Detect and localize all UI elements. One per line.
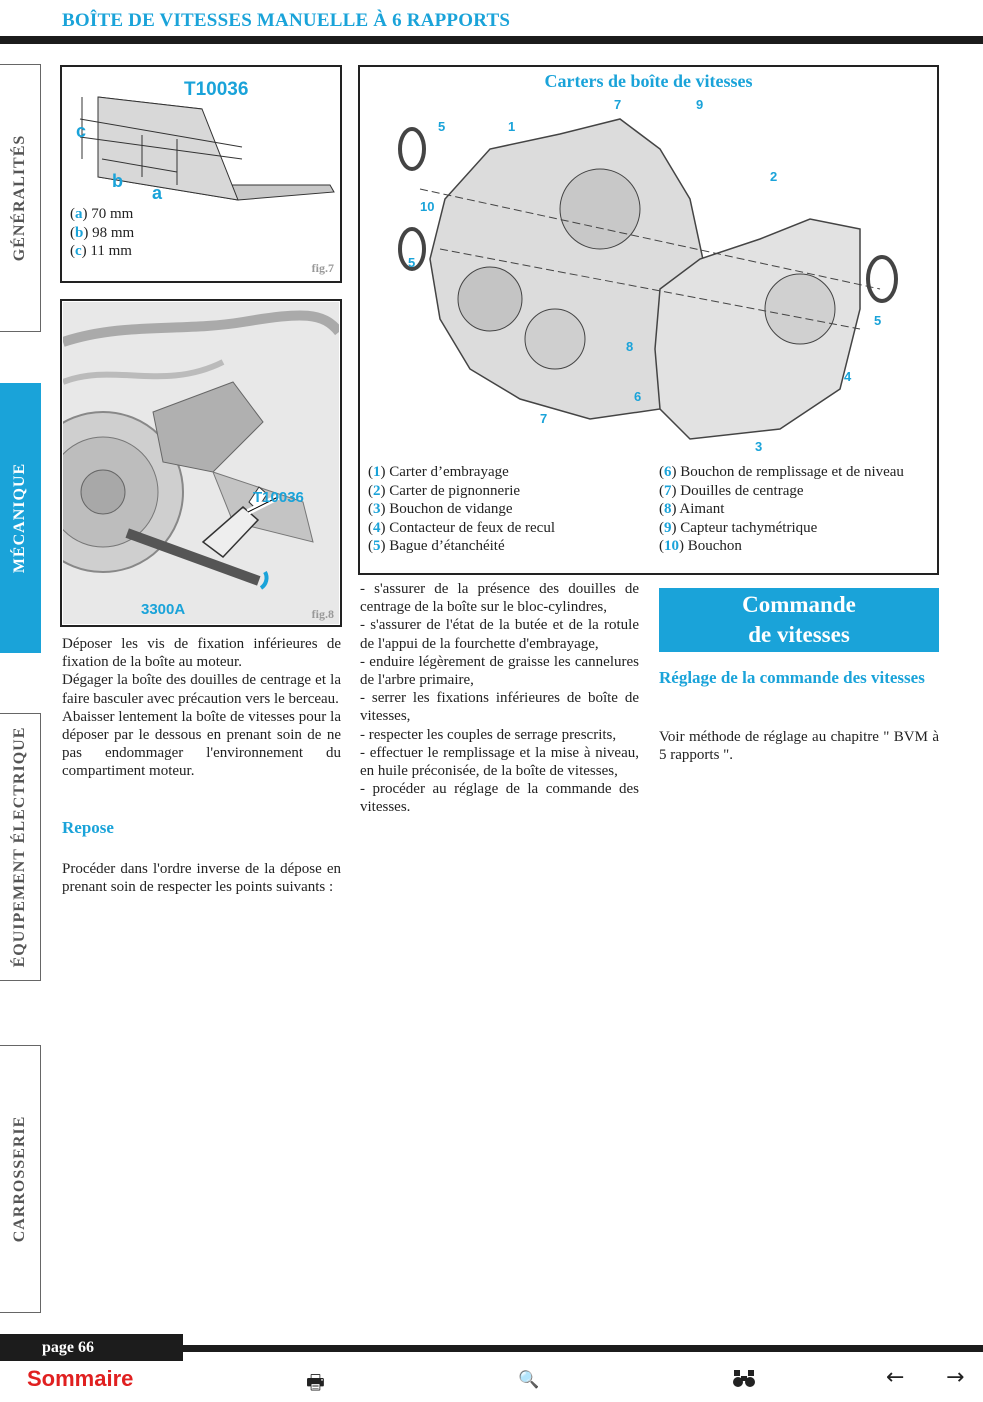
paragraph: Abaisser lentement la boîte de vitesses pour la déposer par le dessous en prenant soin de ne pas endommager l'environnement du compartiment moteur. [62,708,341,780]
svg-text:5: 5 [874,313,882,328]
list-item: - procéder au réglage de la commande des vitesses. [360,781,639,816]
binoculars-icon[interactable] [732,1368,756,1393]
carters-drawing [360,89,937,459]
legend-item: (7) Douilles de centrage [659,482,804,499]
paragraph: Dégager la boîte des douilles de centrage et la faire basculer avec précaution vers le berceau. [62,672,341,707]
svg-text:7: 7 [540,411,548,426]
legend-item: (6) Bouchon de remplissage et de niveau [659,464,904,480]
svg-text:9: 9 [696,97,704,112]
fig7-legend [70,205,134,261]
legend-item: (8) Aimant [659,501,725,517]
fig7-dim-c: c [76,121,87,141]
svg-text:5: 5 [438,119,446,134]
tab-label: CARROSSERIE [11,1115,28,1243]
fig8-box [60,299,342,627]
fig8-label: fig.8 [311,607,334,621]
repose-heading: Repose [62,818,114,837]
tab-mecanique[interactable] [0,383,41,653]
header-bar [0,36,983,44]
list-item: - respecter les couples de serrage prescrits, [360,726,617,743]
page-number: page 66 [0,1334,183,1361]
fig7-dim-b: b [112,171,123,191]
commande-box [659,588,939,652]
commande-line1: Commande [742,592,856,617]
search-page-icon[interactable]: 🔍 [518,1370,540,1390]
legend-item: (1) Carter d’embrayage [368,464,509,480]
legend-item: (3) Bouchon de vidange [368,501,513,517]
tab-label: MÉCANIQUE [11,462,28,574]
col2-text [360,580,639,817]
fig8-tool2-label: 3300A [141,601,186,618]
svg-text:3: 3 [755,439,763,454]
arrow-right-icon[interactable]: → [946,1365,965,1390]
paragraph: Déposer les vis de fixation inférieures de fixation de la boîte au moteur. [62,636,341,671]
svg-text:7: 7 [614,97,622,112]
list-item: - effectuer le remplissage et la mise à niveau, en huile préconisée, de la boîte de vitesses, [360,744,639,780]
tab-generalites[interactable] [0,64,41,332]
arrow-left-icon[interactable]: ← [886,1365,905,1390]
legend-item: (4) Contacteur de feux de recul [368,519,555,536]
svg-text:5: 5 [408,255,416,270]
fig7-dim-a: a [152,183,163,203]
tab-label: GÉNÉRALITÉS [11,134,28,262]
fig7-box [60,65,342,283]
tab-equipement-electrique[interactable] [0,713,41,981]
legend-item: (10) Bouchon [659,538,742,554]
commande-line2: de vitesses [748,622,850,647]
fig7-tool-label: T10036 [184,79,249,100]
legend-item: (9) Capteur tachymétrique [659,519,818,536]
svg-text:4: 4 [844,369,852,384]
list-item: - s'assurer de l'état de la butée et de la rotule de l'appui de la fourchette d'embrayage, [360,617,639,652]
legend-item: (5) Bague d’étanchéité [368,538,505,554]
tab-label: ÉQUIPEMENT ÉLECTRIQUE [11,726,28,968]
col1-text [62,635,341,781]
svg-text:2: 2 [770,169,778,184]
fig7-drawing [62,67,340,217]
legend-item: (b) 98 mm [70,224,135,241]
list-item: - serrer les fixations inférieures de boîte de vitesses, [360,690,639,725]
list-item: - s'assurer de la présence des douilles de centrage de la boîte sur le bloc-cylindres, [360,581,639,616]
tab-carrosserie[interactable] [0,1045,41,1313]
page-header-title: BOÎTE DE VITESSES MANUELLE À 6 RAPPORTS [62,10,511,31]
fig7-label: fig.7 [311,261,334,275]
sommaire-link[interactable]: Sommaire [27,1366,134,1391]
carters-legend-left [368,463,555,556]
reglage-heading: Réglage de la commande des vitesses [659,668,925,687]
carters-legend-right [659,463,904,556]
list-item: - enduire légèrement de graisse les cannelures de l'arbre primaire, [360,653,639,689]
svg-text:6: 6 [634,389,642,404]
repose-text: Procéder dans l'ordre inverse de la dépose en prenant soin de respecter les points suivants : [62,861,341,896]
carters-title: Carters de boîte de vitesses [544,71,753,91]
legend-item: (c) 11 mm [70,243,132,259]
svg-text:8: 8 [626,339,634,354]
legend-item: (2) Carter de pignonnerie [368,482,521,499]
svg-text:10: 10 [420,199,435,214]
svg-text:1: 1 [508,119,516,134]
footer-bar [183,1345,983,1352]
fig8-tool1-label: T10036 [253,489,304,506]
legend-item: (a) 70 mm [70,206,134,222]
reglage-text: Voir méthode de réglage au chapitre " BVM à 5 rapports ". [659,729,939,764]
carters-box [358,65,939,575]
printer-icon[interactable]: 🖶 [306,1370,325,1394]
fig8-photo [63,302,339,624]
